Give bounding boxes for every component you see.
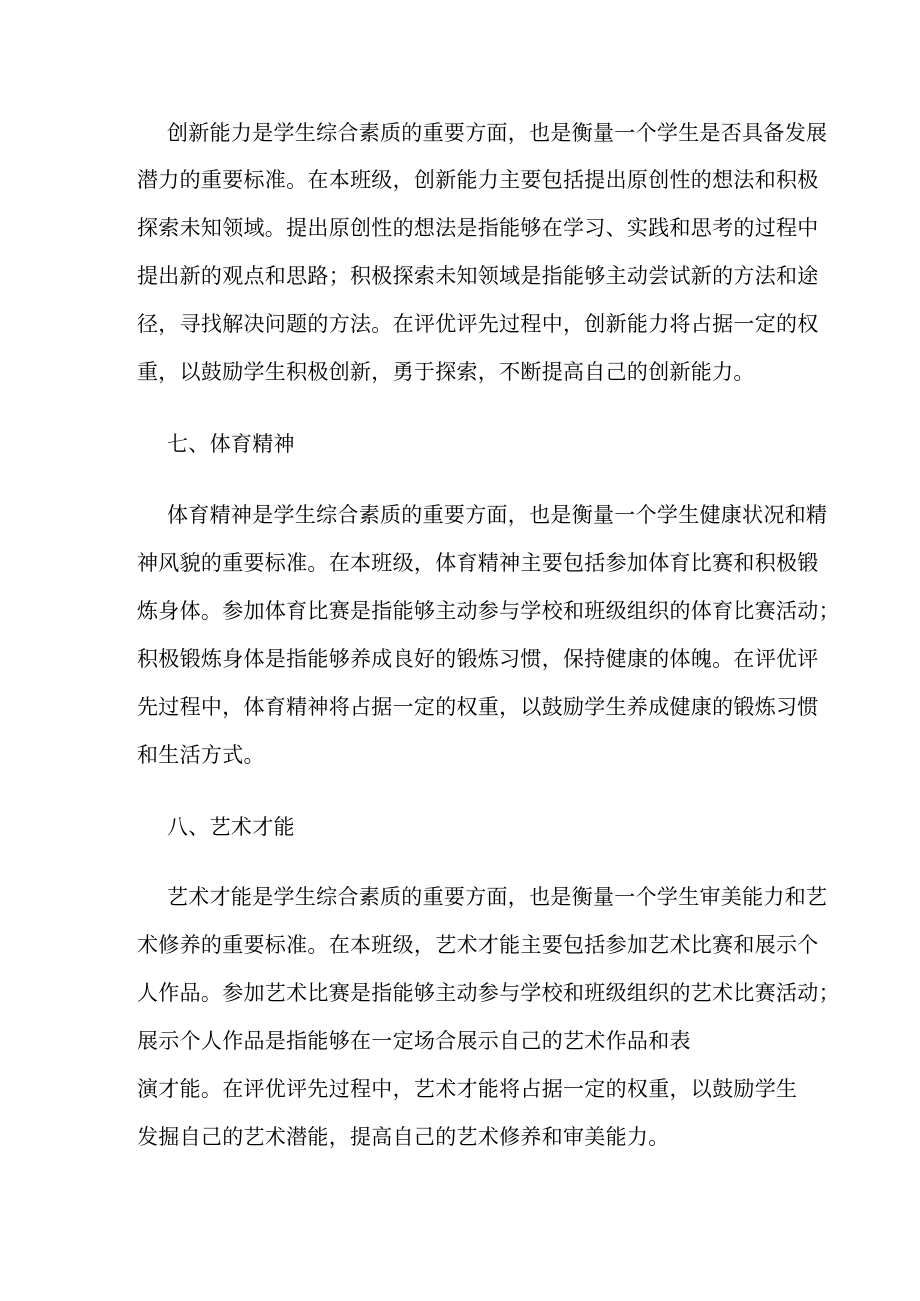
paragraph-line: 发掘自己的艺术潜能，提高自己的艺术修养和审美能力。 bbox=[137, 1125, 670, 1149]
paragraph-line: 体育精神是学生综合素质的重要方面，也是衡量一个学生健康状况和精 bbox=[167, 503, 828, 527]
section-heading: 八、艺术才能 bbox=[167, 815, 295, 839]
paragraph-line: 积极锻炼身体是指能够养成良好的锻炼习惯，保持健康的体魄。在评优评 bbox=[137, 647, 819, 671]
paragraph-line: 径，寻找解决问题的方法。在评优评先过程中，创新能力将占据一定的权 bbox=[137, 312, 819, 336]
paragraph-line: 展示个人作品是指能够在一定场合展示自己的艺术作品和表 bbox=[137, 1029, 691, 1053]
paragraph-line: 创新能力是学生综合素质的重要方面，也是衡量一个学生是否具备发展 bbox=[167, 121, 828, 145]
paragraph-line: 潜力的重要标准。在本班级，创新能力主要包括提出原创性的想法和积极 bbox=[137, 168, 819, 192]
paragraph-line: 重，以鼓励学生积极创新，勇于探索，不断提高自己的创新能力。 bbox=[137, 360, 755, 384]
paragraph-line: 神风貌的重要标准。在本班级，体育精神主要包括参加体育比赛和积极锻 bbox=[137, 551, 819, 575]
paragraph-line: 先过程中，体育精神将占据一定的权重，以鼓励学生养成健康的锻炼习惯 bbox=[137, 695, 819, 719]
paragraph-line: 和生活方式。 bbox=[137, 743, 265, 767]
paragraph-line: 演才能。在评优评先过程中，艺术才能将占据一定的权重，以鼓励学生 bbox=[137, 1077, 798, 1101]
paragraph-line: 提出新的观点和思路；积极探索未知领域是指能够主动尝试新的方法和途 bbox=[137, 264, 819, 288]
paragraph-line: 术修养的重要标准。在本班级，艺术才能主要包括参加艺术比赛和展示个 bbox=[137, 933, 819, 957]
section-heading: 七、体育精神 bbox=[167, 432, 295, 456]
paragraph-line: 人作品。参加艺术比赛是指能够主动参与学校和班级组织的艺术比赛活动； bbox=[137, 981, 840, 1005]
paragraph-line: 探索未知领域。提出原创性的想法是指能够在学习、实践和思考的过程中 bbox=[137, 216, 819, 240]
paragraph-line: 艺术才能是学生综合素质的重要方面，也是衡量一个学生审美能力和艺 bbox=[167, 885, 828, 909]
paragraph-line: 炼身体。参加体育比赛是指能够主动参与学校和班级组织的体育比赛活动； bbox=[137, 599, 840, 623]
